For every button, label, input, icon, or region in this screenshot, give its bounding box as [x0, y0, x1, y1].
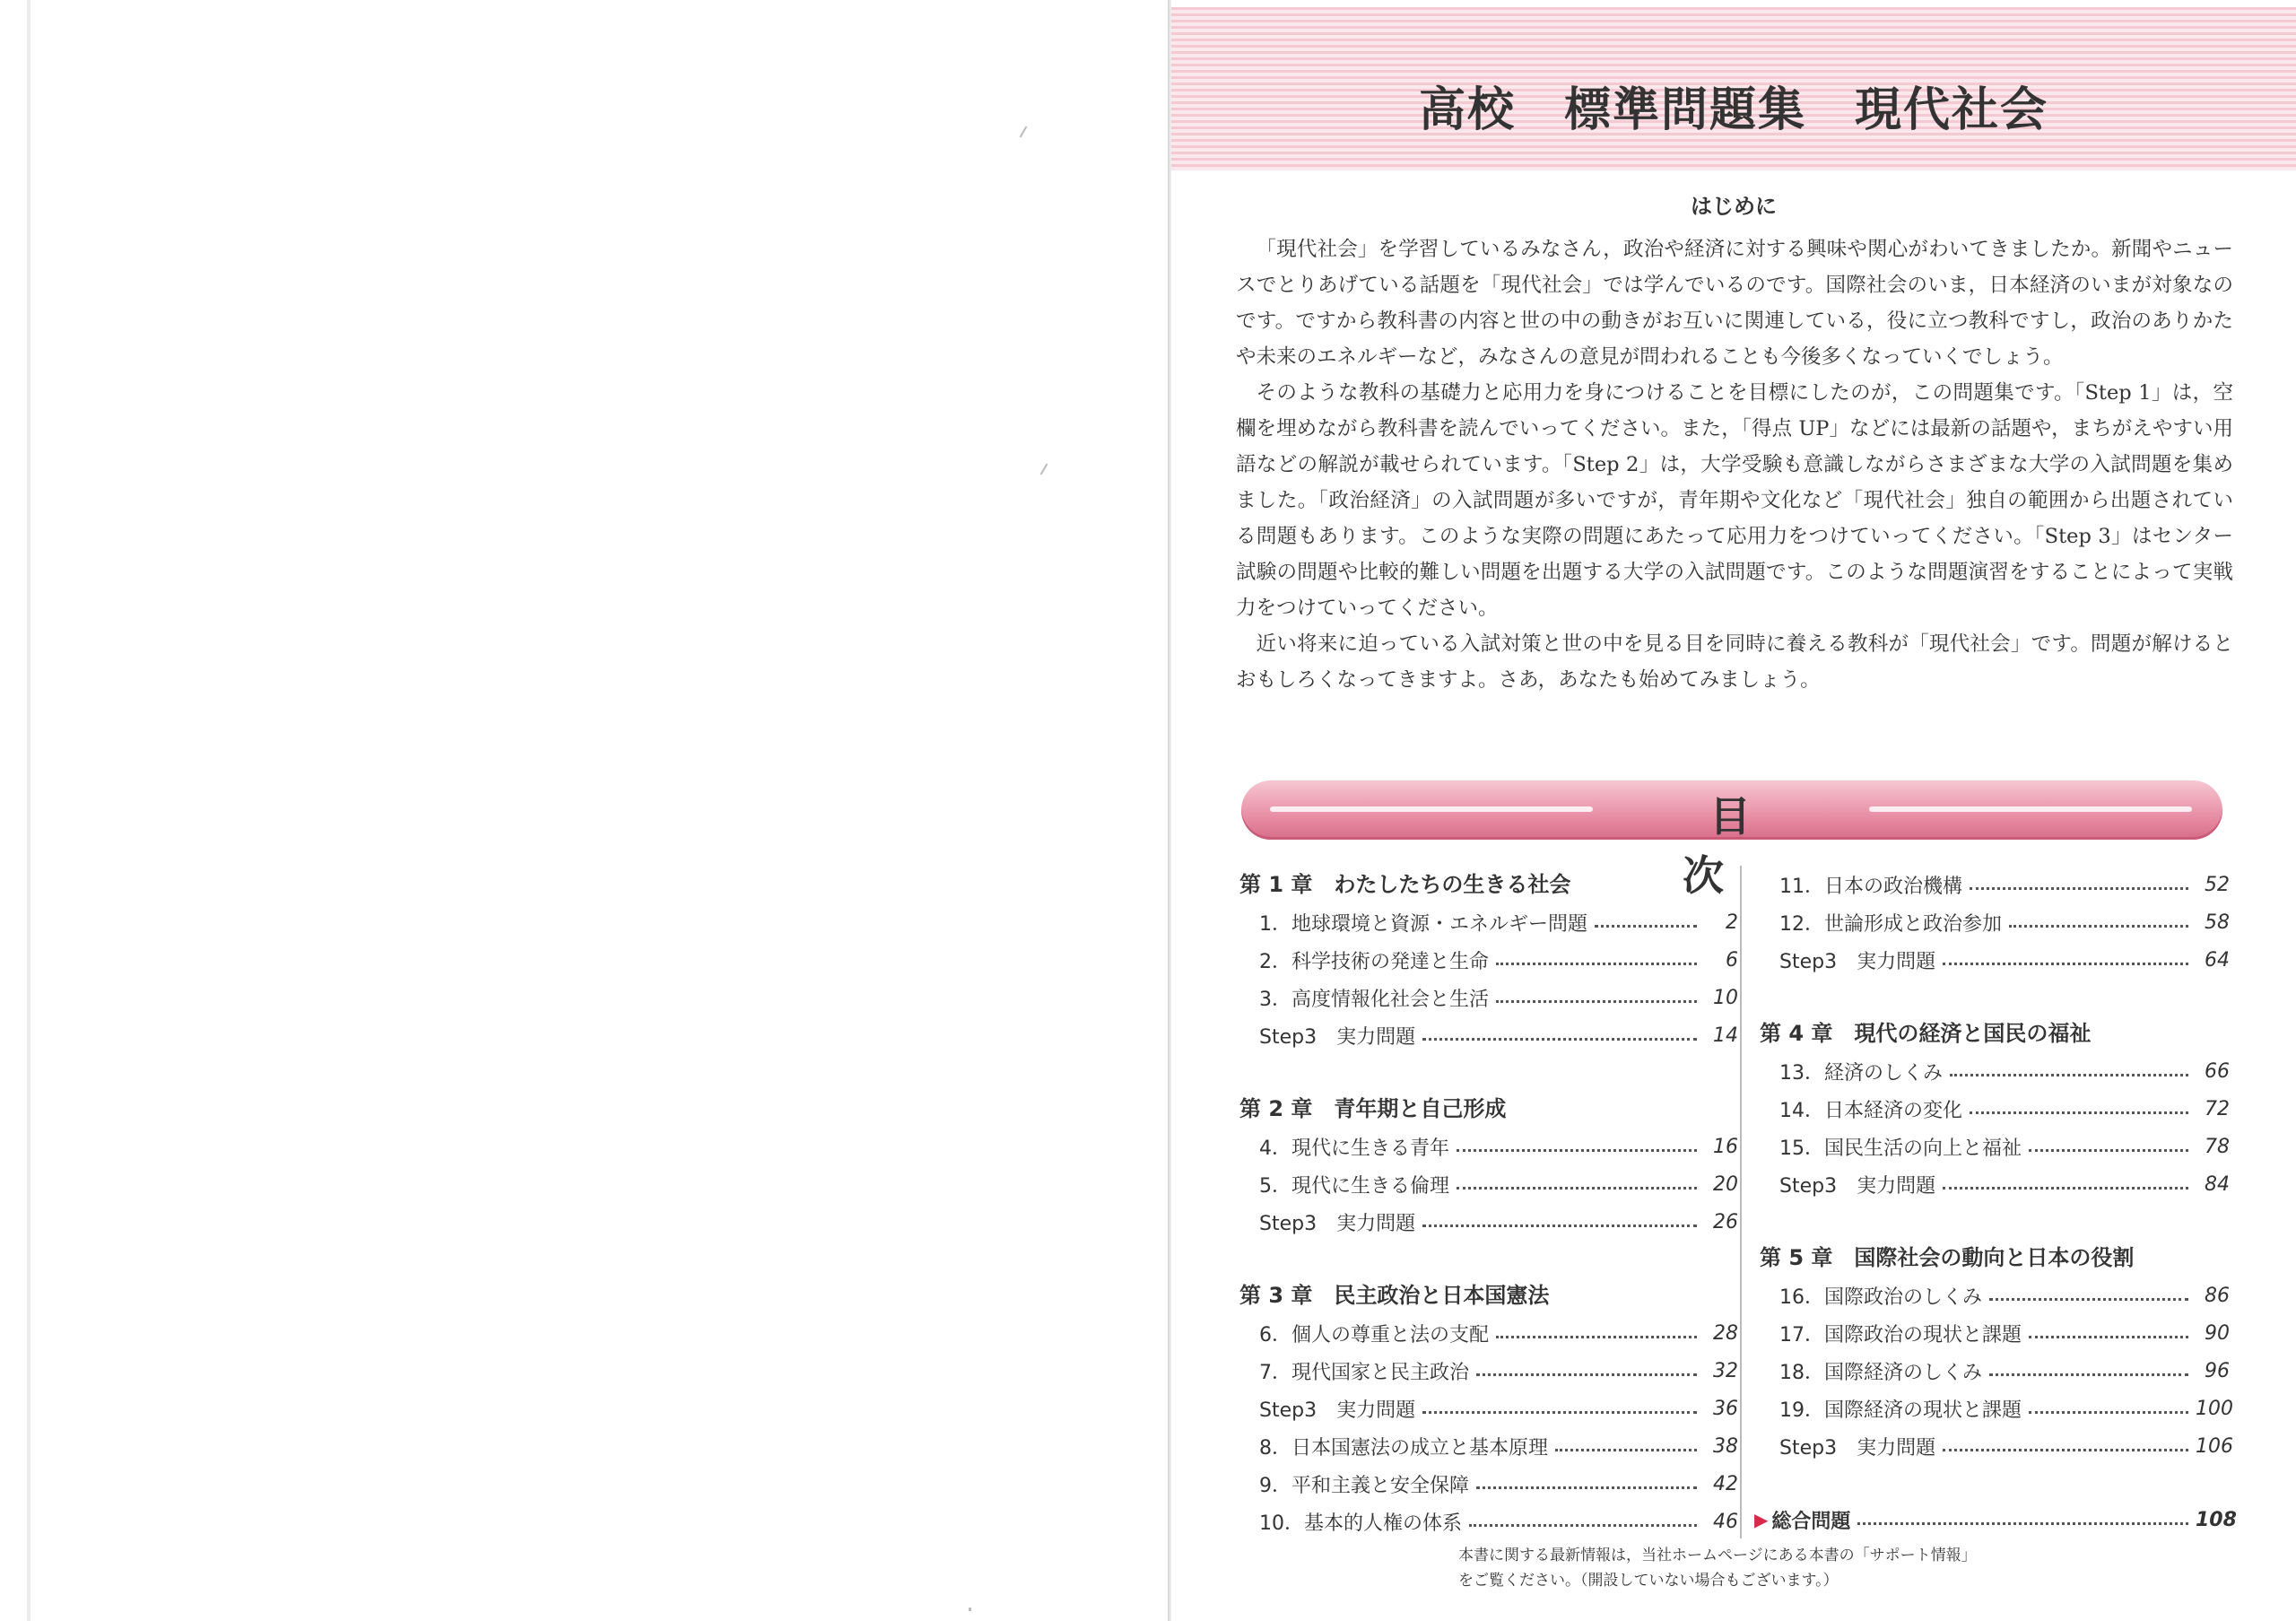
- toc-banner-bar: [1869, 806, 2192, 812]
- scan-speck: [1040, 463, 1048, 475]
- toc-left-column: [1239, 866, 1738, 1540]
- toc-entry[interactable]: Step3 実力問題 64: [1779, 948, 2230, 973]
- scan-speck: [1020, 126, 1028, 137]
- toc-entry[interactable]: Step3 実力問題 106: [1779, 1434, 2233, 1460]
- toc-banner-bar: [1270, 806, 1593, 812]
- toc-entry[interactable]: 1．地球環境と資源・エネルギー問題 2: [1259, 911, 1738, 936]
- triangle-right-icon: ▶: [1754, 1509, 1769, 1530]
- toc-entry[interactable]: Step3 実力問題 14: [1259, 1024, 1738, 1049]
- chapter-heading: 第 2 章 青年期と自己形成: [1239, 1096, 1507, 1121]
- toc-entry[interactable]: 8．日本国憲法の成立と基本原理 38: [1259, 1434, 1738, 1460]
- left-page-edge: [27, 0, 30, 1621]
- toc-entry[interactable]: Step3 実力問題 36: [1259, 1397, 1738, 1422]
- toc-entry[interactable]: 9．平和主義と安全保障 42: [1259, 1472, 1738, 1497]
- toc-entry[interactable]: 19．国際経済の現状と課題 100: [1779, 1397, 2233, 1422]
- chapter-heading: 第 1 章 わたしたちの生きる社会: [1239, 872, 1571, 897]
- toc-right-column: [1740, 866, 2237, 1538]
- toc-entry[interactable]: 11．日本の政治機構 52: [1779, 873, 2230, 898]
- footer-note-line: 本書に関する最新情報は，当社ホームページにある本書の「サポート情報」: [1458, 1547, 1977, 1564]
- toc-entry[interactable]: 13．経済のしくみ 66: [1779, 1059, 2230, 1085]
- toc-entry[interactable]: 14．日本経済の変化 72: [1779, 1097, 2230, 1122]
- toc-entry[interactable]: 15．国民生活の向上と福祉 78: [1779, 1135, 2230, 1160]
- toc-entry[interactable]: 6．個人の尊重と法の支配 28: [1259, 1321, 1738, 1346]
- toc-entry[interactable]: Step3 実力問題 26: [1259, 1210, 1738, 1235]
- intro-heading: はじめに: [1691, 193, 1777, 219]
- intro-paragraph: 近い将来に迫っている入試対策と世の中を見る目を同時に養える教科が「現代社会」です。問題が解けるとおもしろくなってきますよ。さあ，あなたも始めてみましょう。: [1236, 632, 2233, 692]
- intro-paragraph: そのような教科の基礎力と応用力を身につけることを目標にしたのが，この問題集です。「Step 1」は，空欄を埋めながら教科書を読んでいってください。また，「得点 UP」などには最新の話題や，まちがえやすい用語などの解説が載せられています。「Step 2」は，大学受験も意識しながらさまざまな大学の入試問題を集めました。「政治経済」の入試問題が多いですが，青年期や文化など「現代社会」独自の範囲から出題されている問題もあります。このような実際の問題にあたって応用力をつけていってください。「Step 3」はセンター試験の問題や比較的難しい問題を出題する大学の入試問題です。このような問題演習をすることによって実戦力をつけていってください。: [1236, 381, 2233, 620]
- toc-entry[interactable]: 3．高度情報化社会と生活 10: [1259, 986, 1738, 1011]
- footer-note-line: をご覧ください。（開設していない場合もございます。）: [1458, 1572, 1839, 1590]
- scan-speck: [969, 1608, 971, 1611]
- chapter-heading: 第 5 章 国際社会の動向と日本の役割: [1760, 1245, 2135, 1270]
- toc-entry[interactable]: 2．科学技術の発達と生命 6: [1259, 948, 1738, 973]
- chapter-heading: 第 4 章 現代の経済と国民の福祉: [1760, 1021, 2092, 1046]
- right-page: [1171, 0, 2296, 1621]
- book-title: 高校 標準問題集 現代社会: [1418, 83, 2048, 137]
- toc-entry[interactable]: 5．現代に生きる倫理 20: [1259, 1172, 1738, 1198]
- intro-paragraph: 「現代社会」を学習しているみなさん，政治や経済に対する興味や関心がわいてきましたか。新聞やニュースでとりあげている話題を「現代社会」では学んでいるのです。国際社会のいま，日本経済のいまが対象なのです。ですから教科書の内容と世の中の動きがお互いに関連している，役に立つ教科ですし，政治のありかたや未来のエネルギーなど，みなさんの意見が問われることも今後多くなっていくでしょう。: [1236, 238, 2233, 369]
- toc-entry[interactable]: 16．国際政治のしくみ 86: [1779, 1284, 2230, 1309]
- chapter-heading: 第 3 章 民主政治と日本国憲法: [1239, 1283, 1550, 1308]
- toc-title: 目次: [1683, 792, 1805, 900]
- toc-entry[interactable]: 4．現代に生きる青年 16: [1259, 1135, 1738, 1160]
- toc-entry[interactable]: 12．世論形成と政治参加 58: [1779, 911, 2230, 936]
- toc-entry[interactable]: 17．国際政治の現状と課題 90: [1779, 1321, 2230, 1346]
- toc-entry[interactable]: 7．現代国家と民主政治 32: [1259, 1359, 1738, 1384]
- footer-note: [1458, 1543, 1996, 1593]
- toc-entry[interactable]: Step3 実力問題 84: [1779, 1172, 2230, 1198]
- toc-entry[interactable]: 10．基本的人権の体系 46: [1259, 1510, 1738, 1535]
- intro-text: [1236, 231, 2233, 698]
- toc-summary-entry[interactable]: ▶ 総合問題 108: [1754, 1508, 2237, 1533]
- toc-entry[interactable]: 18．国際経済のしくみ 96: [1779, 1359, 2230, 1384]
